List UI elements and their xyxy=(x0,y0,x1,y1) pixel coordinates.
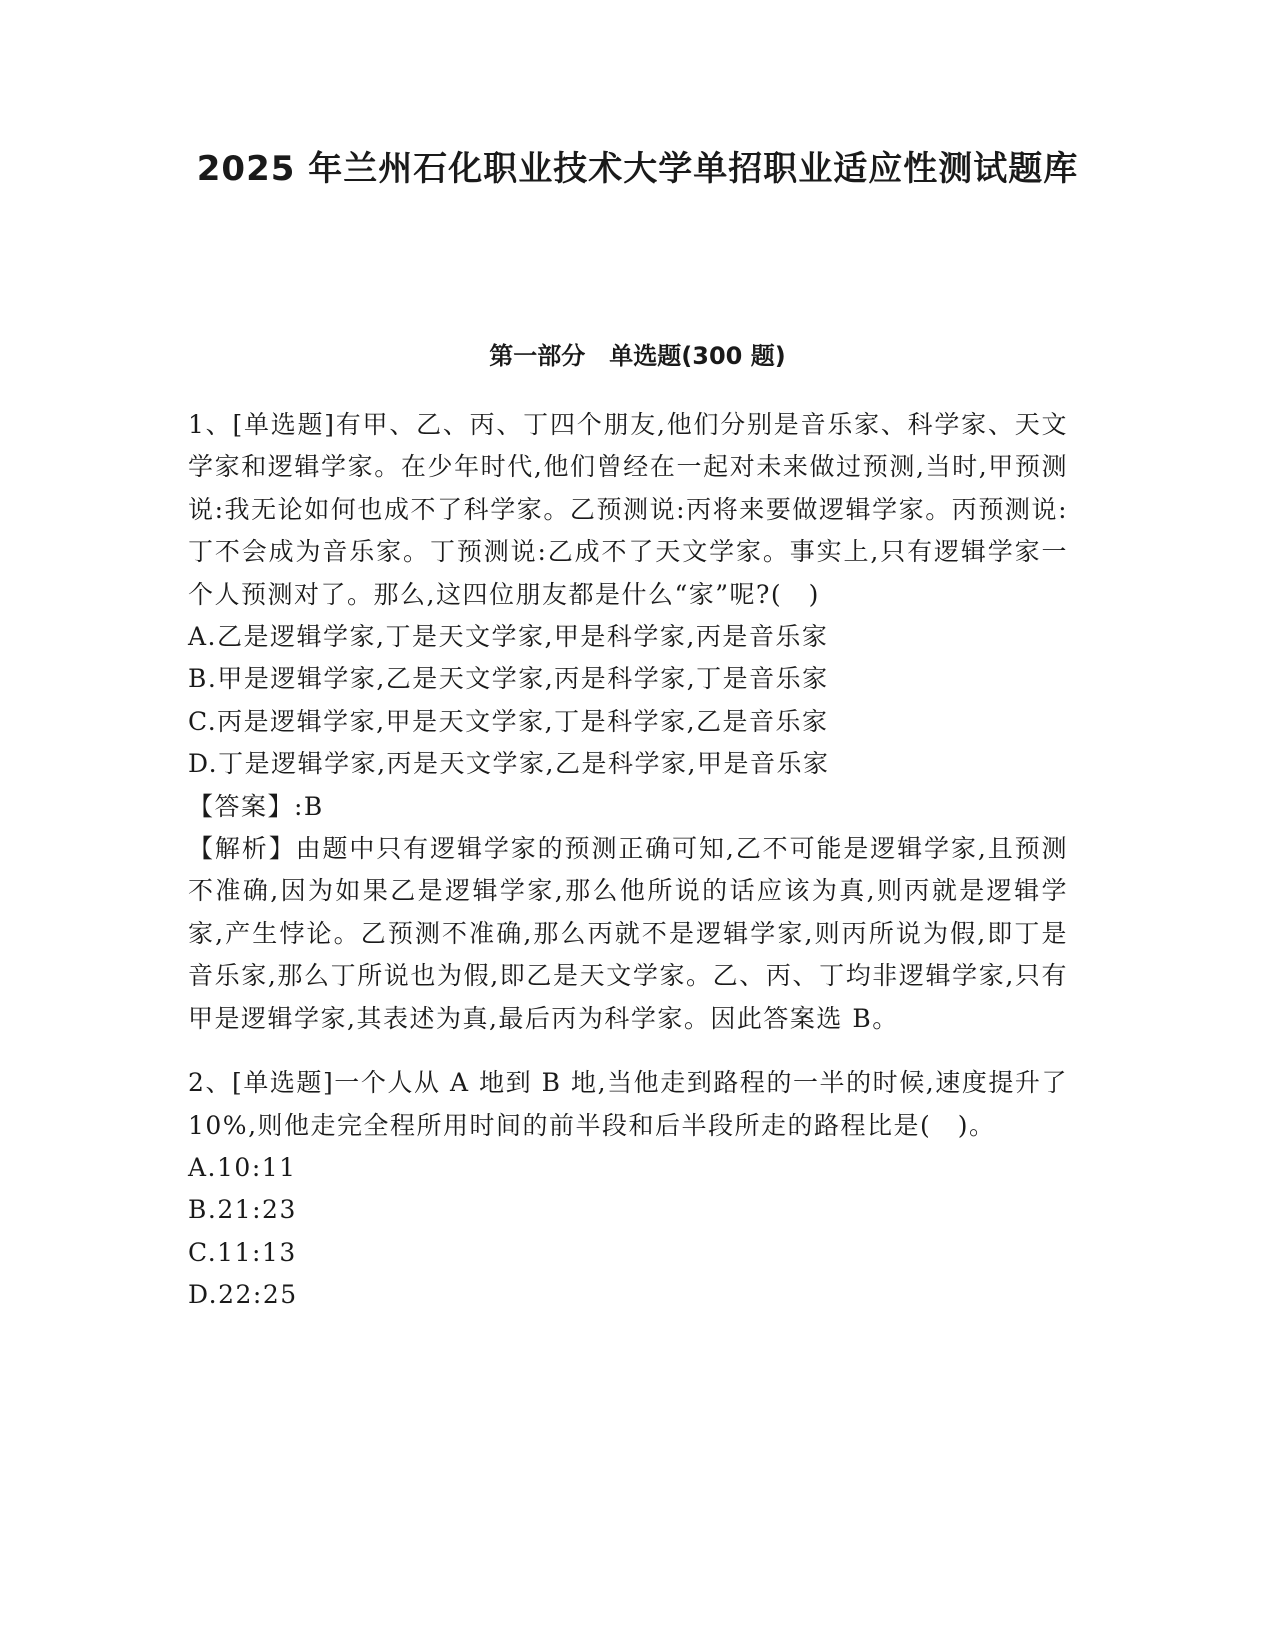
option-b: B.甲是逻辑学家,乙是天文学家,丙是科学家,丁是音乐家 xyxy=(188,664,829,694)
question-item xyxy=(188,404,1068,1040)
option-a: A.乙是逻辑学家,丁是天文学家,甲是科学家,丙是音乐家 xyxy=(188,622,829,652)
option-d: D.丁是逻辑学家,丙是天文学家,乙是科学家,甲是音乐家 xyxy=(188,749,830,779)
answer-line: 【答案】:B xyxy=(188,791,324,821)
option-a: A.10:11 xyxy=(188,1152,297,1182)
option-c: C.丙是逻辑学家,甲是天文学家,丁是科学家,乙是音乐家 xyxy=(188,706,829,736)
question-stem: 1、[单选题]有甲、乙、丙、丁四个朋友,他们分别是音乐家、科学家、天文学家和逻辑学家。在少年时代,他们曾经在一起对未来做过预测,当时,甲预测说:我无论如何也成不了科学家。乙预测说:丙将来要做逻辑学家。丙预测说:丁不会成为音乐家。丁预测说:乙成不了天文学家。事实上,只有逻辑学家一个人预测对了。那么,这四位朋友都是什么“家”呢?( ) xyxy=(188,410,1068,609)
option-d: D.22:25 xyxy=(188,1280,298,1310)
document-title: 2025 年兰州石化职业技术大学单招职业适应性测试题库 xyxy=(196,149,1079,189)
section-title: 第一部分 单选题(300 题) xyxy=(489,342,786,370)
question-stem: 2、[单选题]一个人从 A 地到 B 地,当他走到路程的一半的时候,速度提升了 10%,则他走完全程所用时间的前半段和后半段所走的路程比是( )。 xyxy=(188,1068,1068,1140)
question-list xyxy=(188,404,1068,1317)
analysis-text: 【解析】由题中只有逻辑学家的预测正确可知,乙不可能是逻辑学家,且预测不准确,因为如果乙是逻辑学家,那么他所说的话应该为真,则丙就是逻辑学家,产生悖论。乙预测不准确,那么丙就不是逻辑学家,则丙所说为假,即丁是音乐家,那么丁所说也为假,即乙是天文学家。乙、丙、丁均非逻辑学家,只有甲是逻辑学家,其表述为真,最后丙为科学家。因此答案选 B。 xyxy=(188,834,1068,1033)
question-item xyxy=(188,1062,1068,1316)
option-c: C.11:13 xyxy=(188,1237,297,1267)
option-b: B.21:23 xyxy=(188,1195,297,1225)
